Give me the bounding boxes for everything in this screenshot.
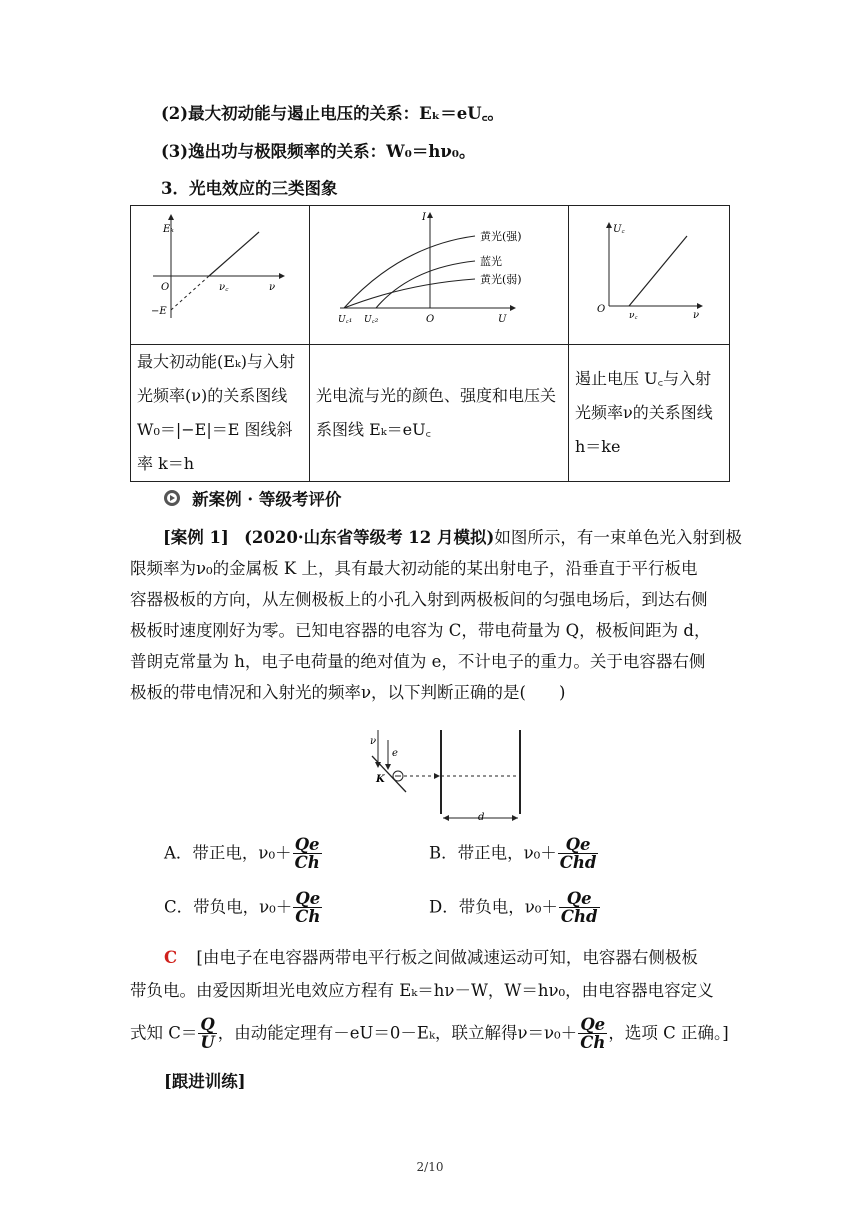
description-cell-2	[310, 345, 569, 482]
answer-text-3b: ，由动能定理有－eU＝0－Eₖ，联立解得ν＝ν₀＋	[217, 1023, 578, 1043]
g2-origin-label: O	[426, 314, 435, 325]
option-a-denominator: Ch	[294, 853, 320, 873]
option-b-numerator: Qe	[558, 836, 599, 854]
g1-vc-label: ν꜀	[219, 282, 229, 293]
case-line-0: 如图所示，有一束单色光入射到极	[494, 528, 742, 547]
answer-text-3a: 式知 C＝	[130, 1023, 198, 1043]
option-d-denominator: Chd	[560, 907, 598, 927]
capacitor-figure	[360, 726, 540, 828]
option-a[interactable]	[164, 836, 323, 872]
g2-u-label: U	[498, 314, 507, 325]
option-b-label: B．带正电，ν₀＋	[429, 843, 557, 863]
option-d-numerator: Qe	[559, 890, 600, 908]
description-1: 最大初动能(Eₖ)与入射光频率(ν)的关系图线 W₀＝|−E|＝E 图线斜率 k＝h	[137, 352, 296, 473]
section-heading	[163, 486, 341, 510]
option-d-label: D．带负电，ν₀＋	[429, 897, 558, 917]
case-1-first-line	[163, 524, 742, 548]
option-c-label: C．带负电，ν₀＋	[164, 897, 293, 917]
g3-uc-label: U꜀	[613, 224, 625, 235]
g1-negE-label: −E	[151, 306, 167, 317]
photocurrent-vs-voltage-graph	[310, 206, 568, 340]
case-line-2: 容器极板的方向，从左侧极板上的小孔入射到两极板间的匀强电场后，到达右侧	[130, 590, 708, 609]
g2-weak-yellow-label: 黄光(弱)	[480, 273, 522, 286]
option-b[interactable]	[429, 836, 599, 872]
g2-uc1-label: U꜀₁	[338, 315, 353, 325]
g2-strong-yellow-label: 黄光(强)	[480, 230, 522, 243]
g3-vc-label: ν꜀	[629, 311, 638, 321]
graph-cell-2	[310, 206, 569, 345]
option-c-denominator: Ch	[295, 907, 321, 927]
case-source: (2020·山东省等级考 12 月模拟)	[244, 528, 495, 547]
graph-cell-3	[569, 206, 730, 345]
option-c[interactable]	[164, 890, 323, 926]
followup-heading: [跟进训练]	[164, 1072, 246, 1091]
fig-k-label: K	[376, 774, 385, 785]
case-line-3: 极板时速度刚好为零。已知电容器的电容为 C，带电荷量为 Q，极板间距为 d，	[130, 621, 711, 640]
page-number: 2/10	[416, 1160, 444, 1174]
g3-origin-label: O	[597, 304, 606, 315]
answer-line-1	[164, 944, 698, 968]
fig-nu-label: ν	[370, 736, 377, 747]
option-a-label: A．带正电，ν₀＋	[164, 843, 292, 863]
g1-v-label: ν	[269, 282, 276, 293]
description-cell-1	[131, 345, 310, 482]
answer-fraction-1-numerator: Q	[198, 1016, 216, 1034]
g1-origin-label: O	[161, 282, 170, 293]
graph-table	[130, 205, 730, 482]
case-line-4: 普朗克常量为 h，电子电荷量的绝对值为 e，不计电子的重力。关于电容器右侧	[130, 652, 706, 671]
play-circle-icon	[163, 489, 181, 507]
description-2: 光电流与光的颜色、强度和电压关系图线 Eₖ＝eU꜀	[316, 386, 557, 439]
answer-text-1: [由电子在电容器两带电平行板之间做减速运动可知，电容器右侧极板	[196, 948, 698, 967]
stopping-voltage-vs-frequency-graph	[569, 206, 729, 340]
fig-e-label: e	[392, 748, 398, 759]
g1-ek-label: Eₖ	[163, 224, 174, 235]
case-line-5: 极板的带电情况和入射光的频率ν，以下判断正确的是( )	[130, 683, 566, 702]
ek-vs-frequency-graph	[131, 206, 309, 340]
fig-d-label: d	[478, 812, 485, 823]
case-line-1: 限频率为ν₀的金属板 K 上，具有最大初动能的某出射电子，沿垂直于平行板电	[130, 559, 698, 578]
answer-fraction-1-denominator: U	[200, 1033, 215, 1053]
g3-v-label: ν	[693, 310, 700, 321]
case-tag: [案例 1]	[163, 528, 229, 547]
g2-uc2-label: U꜀₂	[364, 315, 379, 325]
answer-line-3	[130, 1016, 729, 1052]
answer-letter: C	[164, 948, 178, 967]
answer-line-2: 带负电。由爱因斯坦光电效应方程有 Eₖ＝hν－W，W＝hν₀，由电容器电容定义	[130, 981, 714, 1000]
answer-text-3c: ，选项 C 正确。]	[608, 1023, 729, 1043]
g2-i-label: I	[422, 212, 426, 223]
text-line-2: (2)最大初动能与遏止电压的关系：Eₖ＝eU꜀。	[161, 104, 504, 123]
g2-blue-label: 蓝光	[480, 255, 502, 268]
option-d[interactable]	[429, 890, 601, 926]
graph-cell-1	[131, 206, 310, 345]
section-title: 新案例 · 等级考评价	[192, 490, 342, 509]
description-cell-3	[569, 345, 730, 482]
answer-fraction-2-denominator: Ch	[580, 1033, 606, 1053]
option-a-numerator: Qe	[293, 836, 322, 854]
option-b-denominator: Chd	[559, 853, 597, 873]
answer-fraction-2-numerator: Qe	[578, 1016, 607, 1034]
heading-three-graphs: 3．光电效应的三类图象	[161, 179, 338, 198]
option-c-numerator: Qe	[293, 890, 322, 908]
description-3: 遏止电压 U꜀与入射光频率ν的关系图线 h＝ke	[575, 369, 713, 456]
text-line-3: (3)逸出功与极限频率的关系：W₀＝hν₀。	[161, 142, 476, 161]
